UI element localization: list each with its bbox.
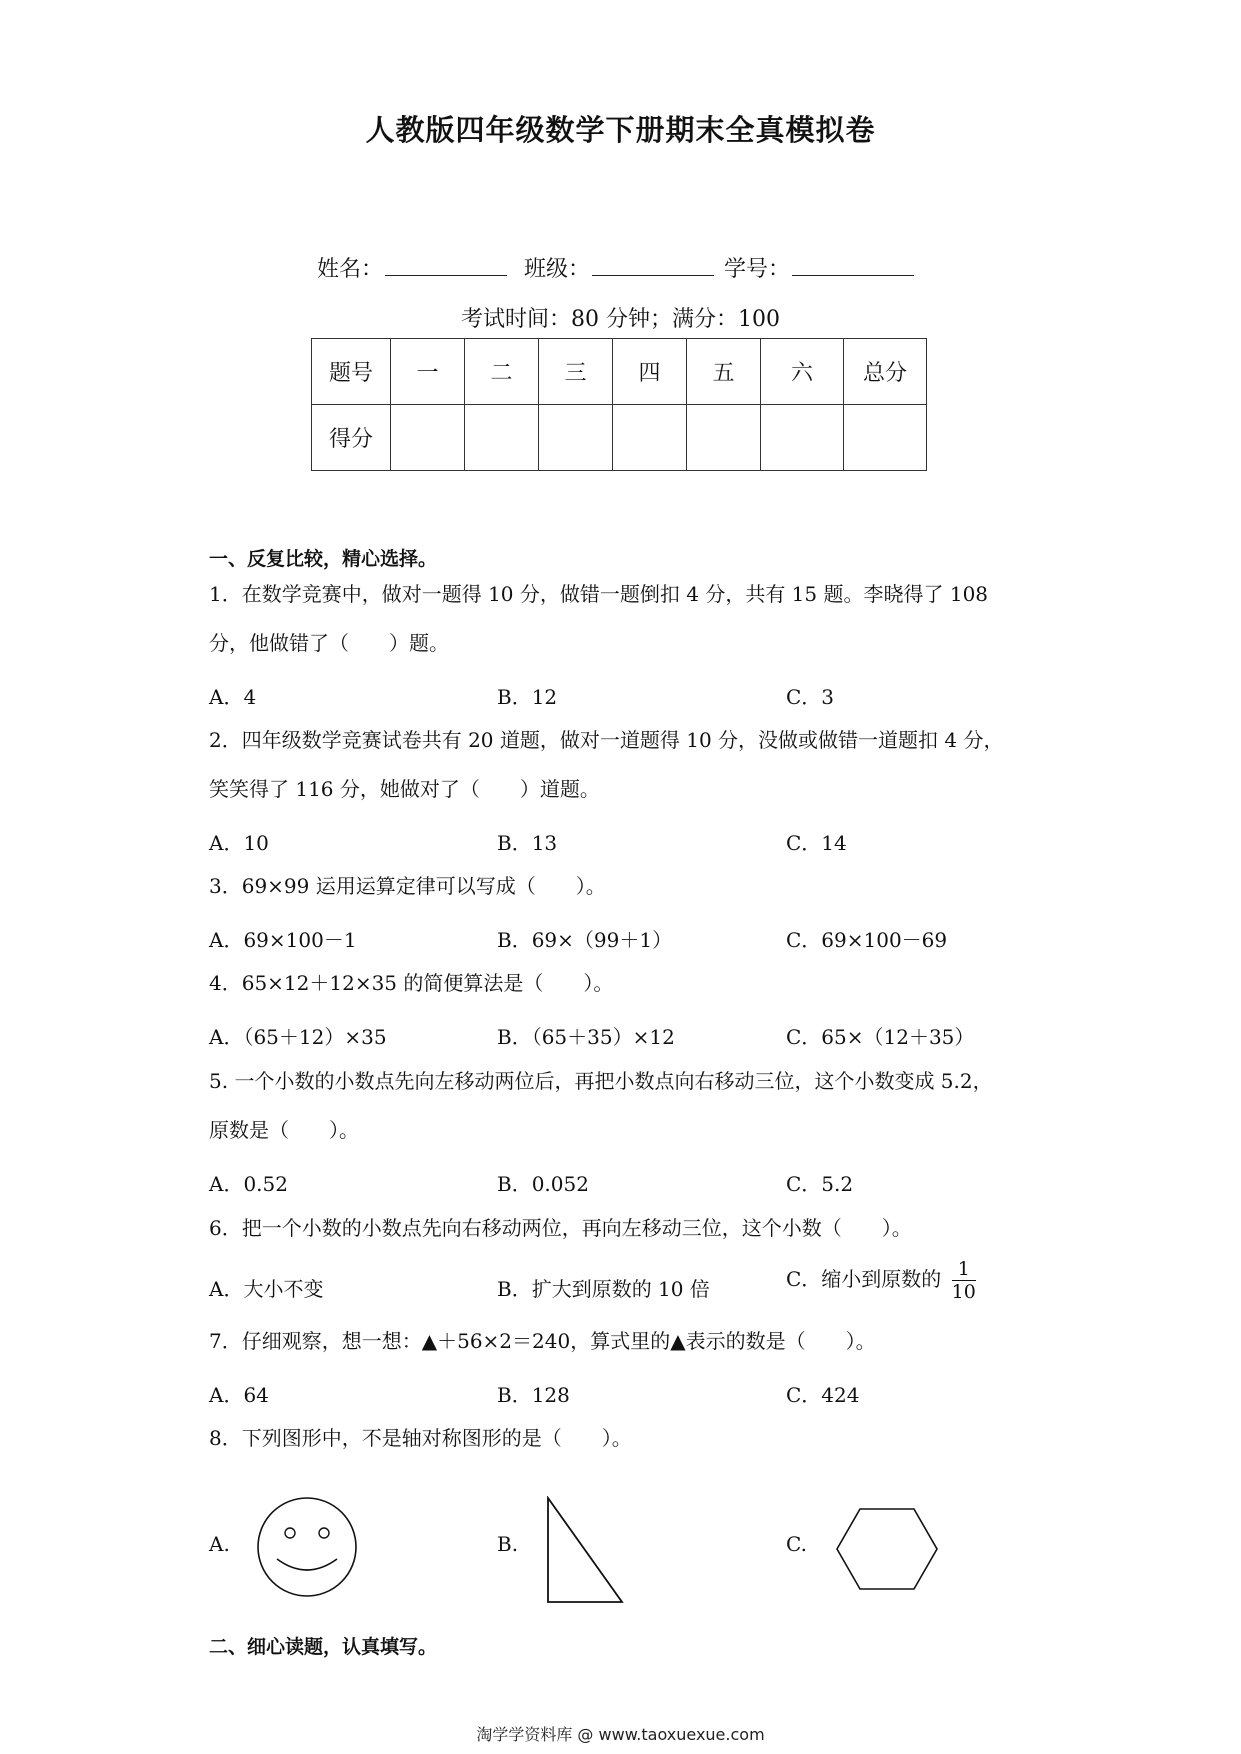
score-input-cell[interactable] (687, 405, 761, 471)
q8-option-c[interactable]: C. (786, 1532, 807, 1556)
question-2-line2: 笑笑得了 116 分，她做对了（ ）道题。 (209, 777, 600, 801)
q3-option-c[interactable]: C．69×100－69 (786, 928, 948, 952)
question-6: 6．把一个小数的小数点先向右移动两位，再向左移动三位，这个小数（ ）。 (209, 1216, 912, 1240)
name-blank (385, 257, 507, 276)
q5-option-c[interactable]: C．5.2 (786, 1172, 854, 1196)
question-8: 8．下列图形中，不是轴对称图形的是（ ）。 (209, 1426, 632, 1450)
score-cell: 题号 (312, 339, 391, 405)
score-table-header-row (312, 339, 927, 405)
id-label: 学号： (724, 257, 791, 282)
score-cell: 得分 (312, 405, 391, 471)
name-label: 姓名： (316, 257, 383, 282)
q1-option-b[interactable]: B．12 (497, 685, 558, 709)
right-triangle-figure (546, 1496, 626, 1606)
q2-option-c[interactable]: C．14 (786, 831, 847, 855)
score-table-score-row (312, 405, 927, 471)
score-cell: 二 (465, 339, 539, 405)
score-cell: 六 (761, 339, 844, 405)
q2-option-b[interactable]: B．13 (497, 831, 558, 855)
question-1-line2: 分，他做错了（ ）题。 (209, 631, 449, 655)
id-blank (792, 257, 914, 276)
hexagon-figure (834, 1506, 940, 1592)
score-cell: 五 (687, 339, 761, 405)
score-input-cell[interactable] (539, 405, 613, 471)
q2-option-a[interactable]: A．10 (209, 831, 269, 855)
q3-option-a[interactable]: A．69×100－1 (209, 928, 357, 952)
score-cell: 一 (391, 339, 465, 405)
q8-option-a[interactable]: A. (209, 1532, 230, 1556)
section-heading: 二、细心读题，认真填写。 (209, 1636, 438, 1658)
footer-watermark: 淘学学资料库 @ www.taoxuexue.com (476, 1725, 765, 1744)
class-label: 班级： (523, 257, 590, 282)
score-input-cell[interactable] (465, 405, 539, 471)
q8-option-b[interactable]: B. (497, 1532, 519, 1556)
q6-option-c[interactable] (786, 1258, 976, 1303)
score-table (311, 338, 927, 471)
exam-time-line: 考试时间：80 分钟；满分：100 (461, 307, 780, 332)
question-7: 7．仔细观察，想一想：▲＋56×2＝240，算式里的▲表示的数是（ ）。 (209, 1329, 876, 1353)
score-cell: 四 (613, 339, 687, 405)
question-5-line1: 5. 一个小数的小数点先向左移动两位后，再把小数点向右移动三位，这个小数变成 5.2， (209, 1069, 993, 1093)
q4-option-b[interactable]: B．（65＋35）×12 (497, 1025, 675, 1049)
q5-option-a[interactable]: A．0.52 (209, 1172, 288, 1196)
q7-option-b[interactable]: B．128 (497, 1383, 570, 1407)
score-input-cell[interactable] (613, 405, 687, 471)
score-cell: 总分 (844, 339, 927, 405)
question-3: 3．69×99 运用运算定律可以写成（ ）。 (209, 874, 606, 898)
q6-option-c-label: C．缩小到原数的 (786, 1267, 942, 1291)
q5-option-b[interactable]: B．0.052 (497, 1172, 589, 1196)
q6-option-a[interactable]: A．大小不变 (209, 1277, 324, 1301)
score-input-cell[interactable] (391, 405, 465, 471)
question-2-line1: 2．四年级数学竞赛试卷共有 20 道题，做对一道题得 10 分，没做或做错一道题扣 4 分， (209, 728, 1004, 752)
fraction-denominator: 10 (951, 1281, 976, 1303)
q1-option-c[interactable]: C．3 (786, 685, 835, 709)
section-heading: 一、反复比较，精心选择。 (209, 548, 438, 570)
score-cell: 三 (539, 339, 613, 405)
question-5-line2: 原数是（ ）。 (209, 1118, 359, 1142)
q3-option-b[interactable]: B．69×（99＋1） (497, 928, 673, 952)
q4-option-c[interactable]: C．65×（12＋35） (786, 1025, 975, 1049)
page-title: 人教版四年级数学下册期末全真模拟卷 (365, 113, 876, 147)
q4-option-a[interactable]: A．（65＋12）×35 (209, 1025, 387, 1049)
q6-option-b[interactable]: B．扩大到原数的 10 倍 (497, 1277, 710, 1301)
class-blank (592, 257, 714, 276)
q7-option-a[interactable]: A．64 (209, 1383, 269, 1407)
fraction-numerator: 1 (952, 1258, 976, 1281)
q7-option-c[interactable]: C．424 (786, 1383, 860, 1407)
score-input-cell[interactable] (761, 405, 844, 471)
fraction (952, 1258, 976, 1303)
smiley-face-figure (255, 1495, 360, 1600)
score-input-cell[interactable] (844, 405, 927, 471)
question-4: 4．65×12＋12×35 的简便算法是（ ）。 (209, 971, 614, 995)
q1-option-a[interactable]: A．4 (209, 685, 257, 709)
question-1-line1: 1．在数学竞赛中，做对一题得 10 分，做错一题倒扣 4 分，共有 15 题。李晓得了 108 (209, 582, 989, 606)
student-info-line (0, 252, 1241, 283)
